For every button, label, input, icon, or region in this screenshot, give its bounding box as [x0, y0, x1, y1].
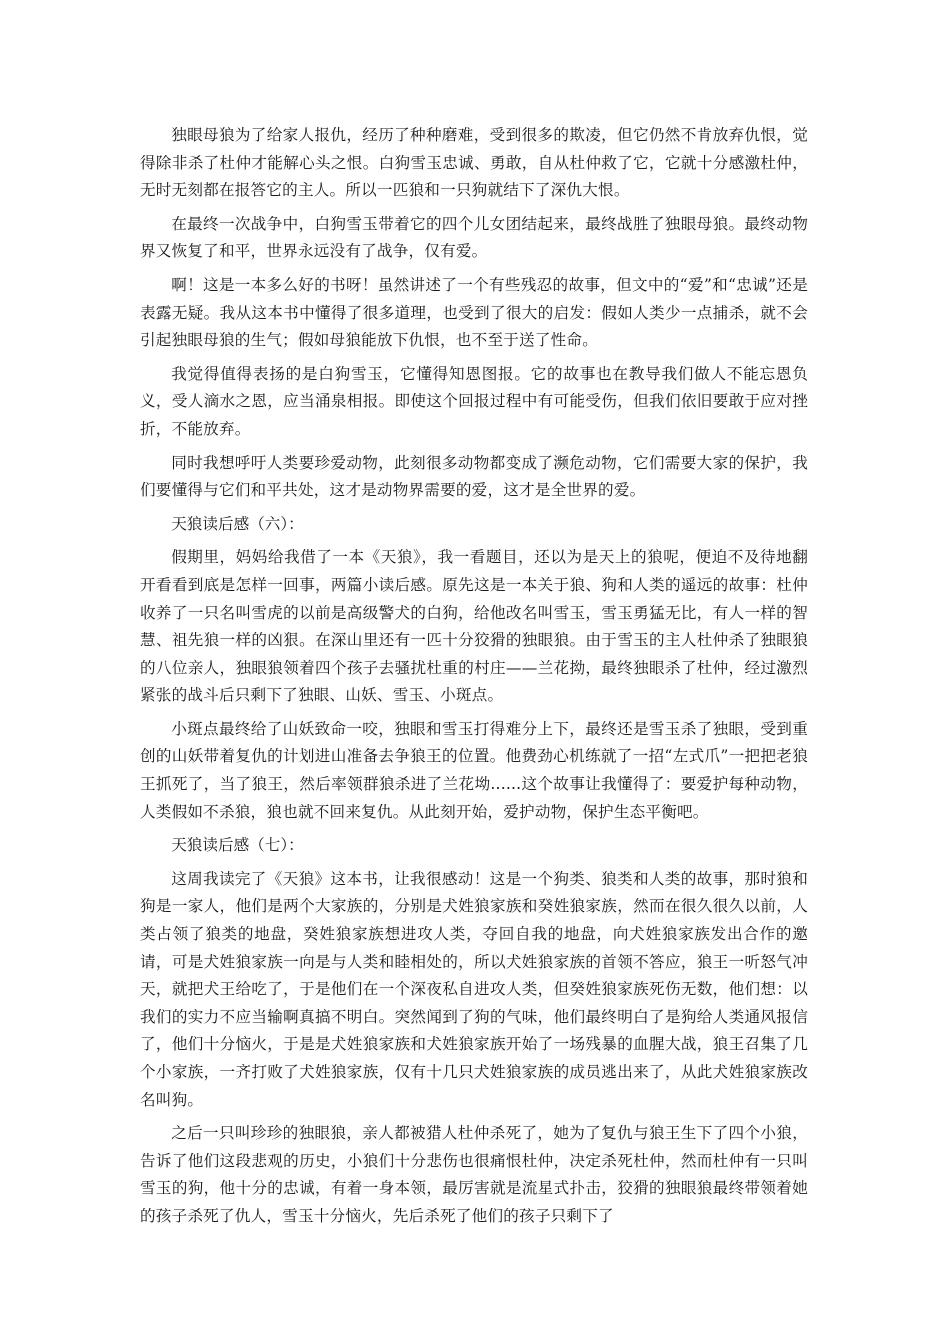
paragraph-book-praise: 啊！这是一本多么好的书呀！虽然讲述了一个有些残忍的故事，但文中的“爱”和“忠诚”还是表露无疑。我从这本书中懂得了很多道理，也受到了很大的启发：假如人类少一点捕杀，就不会引起独眼母狼的生气；假如母狼能放下仇恨，也不至于送了性命。: [140, 275, 808, 350]
paragraph-final-battle: 在最终一次战争中，白狗雪玉带着它的四个儿女团结起来，最终战胜了独眼母狼。最终动物界又恢复了和平，世界永远没有了战争，仅有爱。: [140, 214, 808, 261]
paragraph-spot-and-yao: 小斑点最终给了山妖致命一咬，独眼和雪玉打得难分上下，最终还是雪玉杀了独眼，受到重创的山妖带着复仇的计划进山准备去争狼王的位置。他费劲心机练就了一招“左式爪”一把把老狼王抓死了，当了狼王，然后率领群狼杀进了兰花坳......这个故事让我懂得了：要爱护每种动物，人类假如不杀狼，狼也就不回来复仇。从此刻开始，爱护动物，保护生态平衡吧。: [140, 719, 808, 821]
paragraph-protect-animals: 同时我想呼吁人类要珍爱动物，此刻很多动物都变成了濒危动物，它们需要大家的保护，我们要懂得与它们和平共处，这才是动物界需要的爱，这才是全世界的爱。: [140, 453, 808, 500]
document-page: [140, 122, 808, 1237]
paragraph-revenge-summary: 独眼母狼为了给家人报仇，经历了种种磨难，受到很多的欺凌，但它仍然不肯放弃仇恨，觉得除非杀了杜仲才能解心头之恨。白狗雪玉忠诚、勇敢，自从杜仲救了它，它就十分感激杜仲，无时无刻都在报答它的主人。所以一匹狼和一只狗就结下了深仇大恨。: [140, 126, 808, 200]
paragraph-holiday-reading: 假期里，妈妈给我借了一本《天狼》，我一看题目，还以为是天上的狼呢，便迫不及待地翻开看看到底是怎样一回事，两篇小读后感。原先这是一本关于狼、狗和人类的遥远的故事：杜仲收养了一只名叫雪虎的以前是高级警犬的白狗，给他改名叫雪玉，雪玉勇猛无比，有人一样的智慧、祖先狼一样的凶狠。在深山里还有一匹十分狡猾的独眼狼。由于雪玉的主人杜仲杀了独眼狼的八位亲人，独眼狼领着四个孩子去骚扰杜重的村庄——兰花拗，最终独眼杀了杜仲，经过激烈紧张的战斗后只剩下了独眼、山妖、雪玉、小斑点。: [140, 548, 808, 705]
section-heading-six: 天狼读后感（六）：: [171, 514, 304, 533]
section-heading-seven: 天狼读后感（七）：: [171, 836, 304, 855]
paragraph-dog-wolf-history: 这周我读完了《天狼》这本书，让我很感动！这是一个狗类、狼类和人类的故事，那时狼和狗是一家人，他们是两个大家族的，分别是犬姓狼家族和癸姓狼家族，然而在很久很久以前，人类占领了狼类的地盘，癸姓狼家族想进攻人类，夺回自我的地盘，向犬姓狼家族发出合作的邀请，可是犬姓狼家族一向是与人类和睦相处的，所以犬姓狼家族的首领不答应，狼王一听怒气冲天，就把犬王给吃了，于是他们在一个深夜私自进攻人类，但癸姓狼家族死伤无数，他们想：以我们的实力不应当输啊真搞不明白。突然闻到了狗的气味，他们最终明白了是狗给人类通风报信了，他们十分恼火，于是是犬姓狼家族和犬姓狼家族开始了一场残暴的血腥大战，狼王召集了几个小家族，一齐打败了犬姓狼家族，仅有十几只犬姓狼家族的成员逃出来了，从此犬姓狼家族改名叫狗。: [140, 869, 808, 1109]
paragraph-gratitude-lesson: 我觉得值得表扬的是白狗雪玉，它懂得知恩图报。它的故事也在教导我们做人不能忘恩负义，受人滴水之恩，应当涌泉相报。即使这个回报过程中有可能受伤，但我们依旧要敢于应对挫折，不能放弃。: [140, 364, 808, 438]
paragraph-zhenzhen-story: 之后一只叫珍珍的独眼狼，亲人都被猎人杜仲杀死了，她为了复仇与狼王生下了四个小狼，告诉了他们这段悲观的历史，小狼们十分悲伤也很痛恨杜仲，决定杀死杜仲，然而杜仲有一只叫雪玉的狗，他十分的忠诚，有着一身本领，最厉害就是流星式扑击，狡猾的独眼狼最终带领着她的孩子杀死了仇人，雪玉十分恼火，先后杀死了他们的孩子只剩下了: [140, 1124, 808, 1225]
